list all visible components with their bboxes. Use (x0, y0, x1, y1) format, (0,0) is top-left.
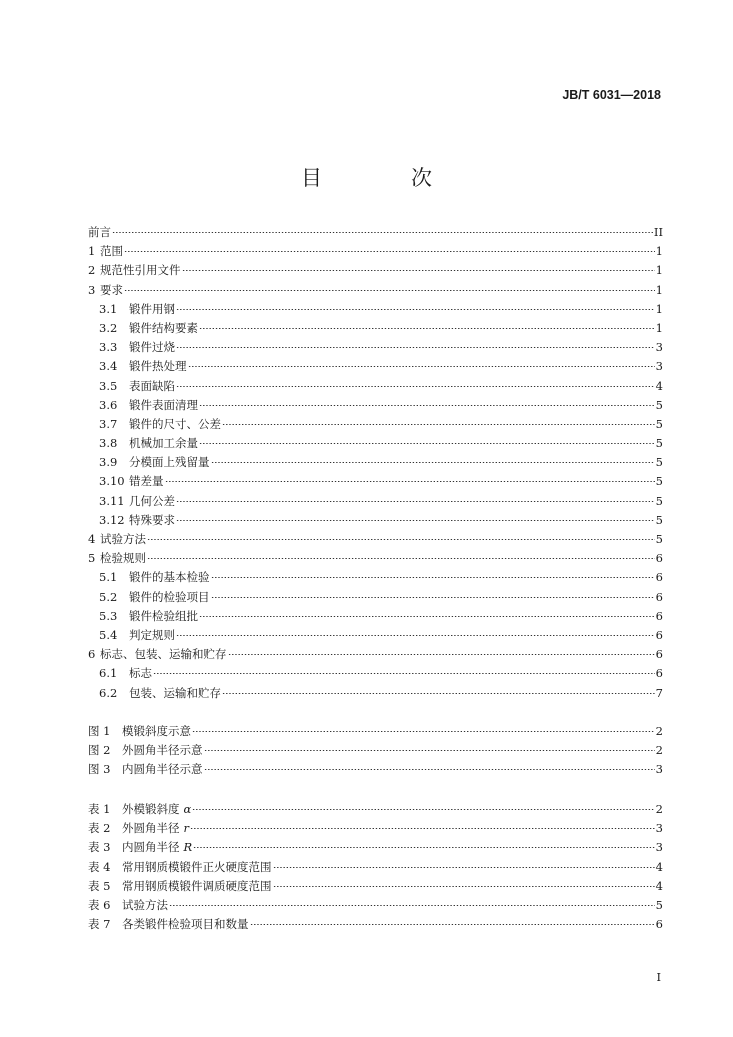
table-entry-page: 2 (655, 802, 663, 816)
table-entry-number: 表 7 (88, 917, 111, 932)
toc-entry-page: 3 (655, 340, 663, 355)
toc-entry-page: 6 (655, 647, 663, 662)
figure-entry-page: 2 (655, 724, 663, 738)
dot-leader (199, 405, 655, 406)
toc-entry-number: 3.1 (99, 301, 118, 316)
toc-entry-page: 6 (655, 589, 663, 604)
toc-entry-number: 4 (88, 532, 96, 546)
toc-entry-label: 判定规则 (129, 627, 175, 642)
toc-entry-label: 机械加工余量 (129, 436, 198, 451)
toc-entry-page: 7 (655, 685, 663, 700)
toc-entry-label: 锻件检验组批 (129, 608, 198, 623)
toc-entry-page: 6 (655, 608, 663, 623)
dot-leader (176, 501, 655, 502)
table-entry-number: 表 4 (88, 859, 111, 874)
page-title: 目 次 (301, 166, 466, 190)
dot-leader (199, 616, 655, 617)
table-entry[interactable] (88, 877, 663, 896)
toc-entry-page: 5 (655, 493, 663, 508)
toc-entry-page: 5 (655, 455, 663, 470)
toc-entry[interactable] (88, 645, 663, 664)
table-entry-number: 表 2 (88, 821, 111, 836)
toc-entry-label: 错差量 (129, 474, 164, 489)
toc-entry-page: 1 (655, 263, 663, 278)
toc-entry-number: 3.8 (99, 436, 118, 451)
toc-entry-number: 5.4 (99, 627, 118, 642)
toc-entry-page: 5 (655, 532, 663, 546)
toc-entry[interactable] (88, 568, 663, 587)
toc-entry[interactable] (88, 434, 663, 453)
toc-entry[interactable] (88, 549, 663, 568)
dot-leader (147, 558, 655, 559)
table-entry-symbol: r (183, 821, 189, 836)
toc-entry-label: 要求 (100, 282, 123, 297)
dot-leader (250, 924, 655, 925)
table-entry-symbol: α (183, 802, 192, 816)
dot-leader (211, 462, 655, 463)
figure-entry-page: 2 (655, 743, 663, 758)
toc-entry-page: 5 (655, 397, 663, 412)
dot-leader (176, 309, 655, 310)
figure-entry-number: 图 3 (88, 762, 111, 777)
table-entry-page: 4 (655, 859, 663, 874)
toc-entry-number: 3.6 (99, 397, 118, 412)
toc-entry[interactable] (88, 281, 663, 300)
figure-entry-label: 内圆角半径示意 (122, 762, 203, 777)
toc-entry[interactable] (88, 626, 663, 645)
table-entry-symbol: R (183, 840, 193, 855)
dot-leader (124, 251, 655, 252)
table-entry-label: 外模锻斜度 (122, 802, 180, 816)
table-entry-number: 表 1 (88, 802, 111, 816)
table-entry-page: 5 (655, 897, 663, 912)
toc-entry-number: 5 (88, 551, 96, 566)
dot-leader (176, 520, 655, 521)
toc-entry-page: 1 (655, 244, 663, 259)
toc-entry[interactable] (88, 511, 663, 530)
toc-entry[interactable] (88, 453, 663, 472)
toc-entry[interactable] (88, 261, 663, 280)
toc-entry-label: 范围 (100, 244, 123, 259)
toc-entry-label: 表面缺陷 (129, 378, 175, 393)
dot-leader (193, 847, 655, 848)
toc-entry-number: 1 (88, 244, 96, 259)
toc-entry-page: 5 (655, 474, 663, 489)
dot-leader (222, 424, 655, 425)
toc-entry-page: 5 (655, 512, 663, 527)
toc-entry-label: 规范性引用文件 (100, 263, 181, 278)
dot-leader (192, 731, 655, 732)
toc-entry[interactable] (88, 396, 663, 415)
toc-entry-page: 1 (655, 282, 663, 297)
table-entry[interactable] (88, 838, 663, 857)
toc-entry-page: 6 (655, 570, 663, 585)
toc-entry-page: 3 (655, 359, 663, 374)
dot-leader (188, 366, 655, 367)
table-entry[interactable] (88, 858, 663, 877)
figure-entry-label: 模锻斜度示意 (122, 724, 191, 738)
table-entry-label: 各类锻件检验项目和数量 (122, 917, 249, 932)
standard-code: JB/T 6031—2018 (562, 88, 661, 102)
toc-entry-number: 2 (88, 263, 96, 278)
table-entry-page: 3 (655, 821, 663, 836)
dot-leader (199, 443, 655, 444)
figure-entry-page: 3 (655, 762, 663, 777)
dot-leader (176, 386, 655, 387)
table-entry[interactable] (88, 819, 663, 838)
toc-entry-page: 1 (655, 301, 663, 316)
table-entry-label: 常用钢质模锻件正火硬度范围 (122, 859, 272, 874)
table-entry-number: 表 6 (88, 897, 111, 912)
toc-entry[interactable] (88, 607, 663, 626)
dot-leader (176, 347, 655, 348)
figure-entry[interactable] (88, 741, 663, 760)
toc-entry-number: 3.12 (99, 512, 125, 527)
toc-entry[interactable] (88, 664, 663, 683)
toc-entry-number: 3.11 (99, 493, 125, 508)
toc-entry-number: 6.2 (99, 685, 118, 700)
dot-leader (169, 905, 655, 906)
toc-entry-label: 锻件热处理 (129, 359, 187, 374)
figure-entry-label: 外圆角半径示意 (122, 743, 203, 758)
toc-entry-label: 几何公差 (129, 493, 175, 508)
list-of-figures (88, 722, 663, 780)
figure-entry-number: 图 2 (88, 743, 111, 758)
table-entry-number: 表 3 (88, 840, 111, 855)
table-entry-label: 试验方法 (122, 897, 168, 912)
dot-leader (204, 750, 655, 751)
toc-entry-label: 试验方法 (100, 532, 146, 546)
table-entry-page: 6 (655, 917, 663, 932)
toc-entry-number: 5.3 (99, 608, 118, 623)
dot-leader (124, 290, 655, 291)
toc-entry-label: 标志、包装、运输和贮存 (100, 647, 227, 662)
toc-entry[interactable] (88, 300, 663, 319)
toc-entry-label: 前言 (88, 225, 111, 239)
dot-leader (222, 693, 655, 694)
table-of-contents (88, 223, 663, 703)
toc-entry-number: 6 (88, 647, 96, 662)
toc-entry-label: 包装、运输和贮存 (129, 685, 221, 700)
toc-entry-page: 6 (655, 627, 663, 642)
table-entry[interactable] (88, 915, 663, 934)
dot-leader (199, 328, 655, 329)
toc-entry-label: 标志 (129, 666, 152, 681)
table-entry[interactable] (88, 800, 663, 819)
table-entry-number: 表 5 (88, 878, 111, 893)
toc-entry-label: 检验规则 (100, 551, 146, 566)
toc-entry[interactable] (88, 415, 663, 434)
toc-entry-label: 锻件用钢 (129, 301, 175, 316)
toc-entry-number: 3.5 (99, 378, 118, 393)
toc-entry-page: 5 (655, 436, 663, 451)
toc-entry-number: 3.10 (99, 474, 125, 489)
dot-leader (211, 577, 655, 578)
table-entry-label: 常用钢质模锻件调质硬度范围 (122, 878, 272, 893)
table-entry-label: 外圆角半径 (122, 821, 180, 836)
toc-entry[interactable] (88, 242, 663, 261)
toc-entry-number: 3 (88, 282, 96, 297)
toc-entry-page: 1 (655, 320, 663, 335)
dot-leader (273, 867, 655, 868)
toc-entry[interactable] (88, 530, 663, 549)
table-entry[interactable] (88, 896, 663, 915)
toc-entry[interactable] (88, 684, 663, 703)
dot-leader (182, 270, 655, 271)
toc-entry-number: 5.2 (99, 589, 118, 604)
toc-entry-label: 锻件的尺寸、公差 (129, 416, 221, 431)
dot-leader (147, 539, 655, 540)
dot-leader (153, 673, 655, 674)
dot-leader (192, 809, 654, 810)
toc-entry-number: 3.9 (99, 455, 118, 470)
toc-entry-label: 锻件的检验项目 (129, 589, 210, 604)
table-entry-page: 3 (655, 840, 663, 855)
figure-entry[interactable] (88, 760, 663, 779)
toc-entry-label: 锻件结构要素 (129, 320, 198, 335)
toc-entry-number: 3.2 (99, 320, 118, 335)
toc-entry-label: 分模面上残留量 (129, 455, 210, 470)
toc-entry[interactable] (88, 588, 663, 607)
toc-entry-label: 特殊要求 (129, 512, 175, 527)
toc-entry-number: 3.7 (99, 416, 118, 431)
toc-entry[interactable] (88, 492, 663, 511)
dot-leader (112, 232, 653, 233)
figure-entry[interactable] (88, 722, 663, 741)
dot-leader (228, 654, 655, 655)
toc-entry[interactable] (88, 319, 663, 338)
page-number: I (656, 970, 661, 984)
toc-entry-page: II (653, 225, 663, 239)
toc-entry-number: 3.3 (99, 340, 118, 355)
list-of-tables (88, 800, 663, 934)
dot-leader (211, 597, 655, 598)
toc-entry-page: 6 (655, 666, 663, 681)
dot-leader (176, 635, 655, 636)
table-entry-page: 4 (655, 878, 663, 893)
toc-entry-page: 5 (655, 416, 663, 431)
dot-leader (204, 769, 655, 770)
toc-entry-page: 4 (655, 378, 663, 393)
toc-entry-number: 6.1 (99, 666, 118, 681)
toc-entry-number: 5.1 (99, 570, 118, 585)
toc-entry-label: 锻件过烧 (129, 340, 175, 355)
toc-entry-label: 锻件表面清理 (129, 397, 198, 412)
toc-entry[interactable] (88, 472, 663, 491)
dot-leader (273, 886, 655, 887)
table-entry-label: 内圆角半径 (122, 840, 180, 855)
toc-entry[interactable] (88, 357, 663, 376)
dot-leader (190, 828, 655, 829)
toc-entry-label: 锻件的基本检验 (129, 570, 210, 585)
toc-entry[interactable] (88, 223, 663, 242)
toc-entry-page: 6 (655, 551, 663, 566)
dot-leader (165, 481, 655, 482)
toc-entry-number: 3.4 (99, 359, 118, 374)
toc-entry[interactable] (88, 338, 663, 357)
toc-entry[interactable] (88, 377, 663, 396)
figure-entry-number: 图 1 (88, 724, 111, 738)
